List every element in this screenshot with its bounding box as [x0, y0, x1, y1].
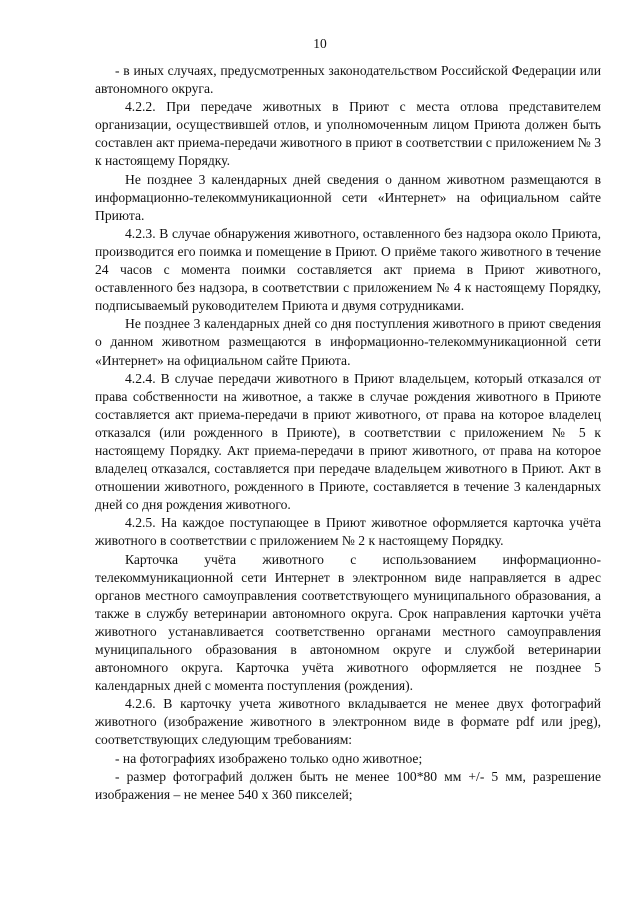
list-item-single-animal: - на фотографиях изображено только одно животное;: [115, 750, 423, 766]
paragraph-4-2-2: 4.2.2. При передаче животных в Приют с места отлова представителем организации, осуществившей отлов, и уполномоченным лицом Приюта должен быть составлен акт приема-передачи животного в приют в соответствии с приложением № 3 к настоящему Порядку.: [95, 99, 601, 169]
paragraph-4-2-4: 4.2.4. В случае передачи животного в Приют владельцем, который отказался от права собственности на животное, а также в случае рождения животного в Приюте составляется акт приема-передачи в приют животного, от права на которое владелец отказался (или рожденного в Приюте), в соответствии с приложением № 5 к настоящему Порядку. Акт приема-передачи в приют животного, от права на которое владелец отказался, составляется при передаче владельцем животного в Приют. Акт в отношении животного, рожденного в Приюте, составляется в течение 3 календарных дней со дня рождения животного.: [95, 370, 601, 513]
paragraph-4-2-3-publication: Не позднее 3 календарных дней со дня поступления животного в приют сведения о данном животном размещаются в информационно-телекоммуникационной сети «Интернет» на официальном сайте Приюта.: [95, 316, 601, 368]
list-item-photo-size: - размер фотографий должен быть не менее 100*80 мм +/- 5 мм, разрешение изображения – не менее 540 х 360 пикселей;: [95, 768, 601, 802]
paragraph-4-2-2-publication: Не позднее 3 календарных дней сведения о данном животном размещаются в информационно-телекоммуникационной сети «Интернет» на официальном сайте Приюта.: [95, 171, 601, 223]
document-body: [95, 62, 601, 804]
paragraph-4-2-6: 4.2.6. В карточку учета животного вкладывается не менее двух фотографий животного (изображение животного в электронном виде в формате pdf или jpeg), соответствующих следующим требованиям:: [95, 696, 601, 748]
paragraph-4-2-3: 4.2.3. В случае обнаружения животного, оставленного без надзора около Приюта, производится его поимка и помещение в Приют. О приёме такого животного в течение 24 часов с момента поимки составляется акт приема в Приют животного, оставленного без надзора, в соответствии с приложением № 4 к настоящему Порядку, подписываемый руководителем Приюта и двумя сотрудниками.: [95, 225, 601, 314]
paragraph-4-2-5: 4.2.5. На каждое поступающее в Приют животное оформляется карточка учёта животного в соответствии с приложением № 2 к настоящему Порядку.: [95, 515, 601, 549]
page-number: 10: [313, 36, 327, 51]
paragraph-other-cases: - в иных случаях, предусмотренных законодательством Российской Федерации или автономного округа.: [95, 63, 601, 97]
paragraph-4-2-5-card: Карточка учёта животного с использованием информационно-телекоммуникационной сети Интернет в электронном виде направляется в адрес органов местного самоуправления соответствующего муниципального образования, а также в службу ветеринарии автономного округа. Срок направления карточки учёта животного устанавливается соответственно органами местного самоуправления муниципального образования в автономном округе и службой ветеринарии автономного округа. Карточка учёта животного оформляется не позднее 5 календарных дней с момента поступления (рождения).: [95, 551, 601, 694]
